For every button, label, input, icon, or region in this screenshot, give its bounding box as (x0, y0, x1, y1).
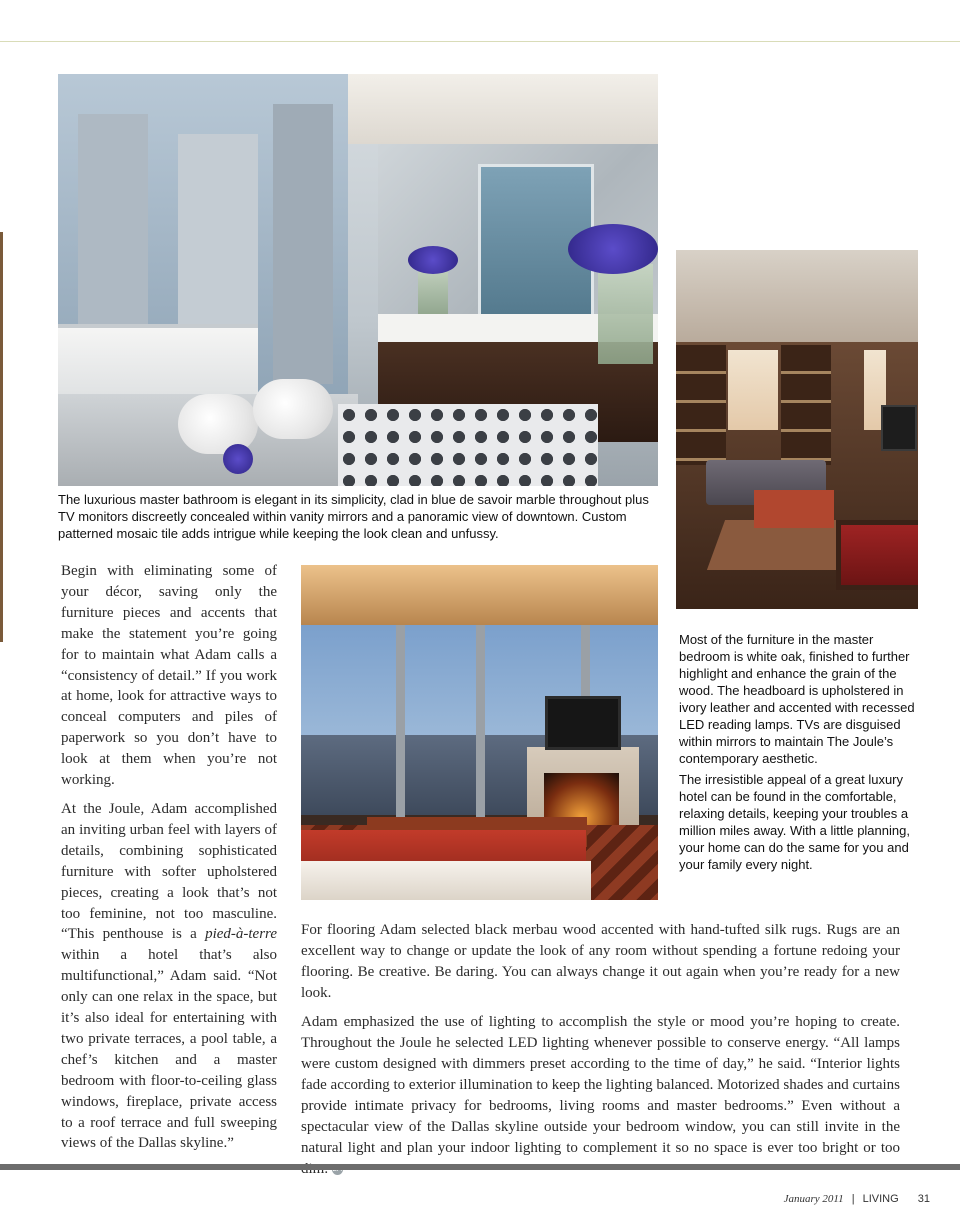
section-name: LIVING (862, 1193, 899, 1205)
master-bathroom-photo (58, 74, 658, 486)
body-paragraph: For flooring Adam selected black merbau wood accented with hand-tufted silk rugs. Rugs are an excellent way to change or update the look of any room without spending a fortune redoing your flooring. Be creative. Be daring. You can always change it out again when you’re ready for a new look. (301, 922, 900, 1001)
left-edge-bleed (0, 232, 3, 642)
master-bedroom-photo (301, 565, 658, 900)
bedroom-caption (679, 631, 919, 877)
body-paragraph: At the Joule, Adam accomplished an inviting urban feel with layers of details, combining sophisticated furniture with softer upholstered pieces, creating a look that’s not too feminine, not too masculine. “This penthouse is a pied-à-terre within a hotel that’s also multifunctional,” Adam said. “Not only can one relax in the space, but it’s also ideal for entertaining with two private terraces, a pool table, a chef’s kitchen and a master bedroom with floor-to-ceiling glass windows, fireplace, private access to a roof terrace and full sweeping views of the Dallas skyline.” (61, 800, 277, 1152)
emphasis-text: pied-à-terre (205, 926, 277, 943)
bottom-rule (0, 1164, 960, 1170)
bedroom-caption-paragraph-2: The irresistible appeal of a great luxury hotel can be found in the comfortable, relaxing details, keeping your troubles a million miles away. With a little planning, your home can do the same for you and your family every night. (679, 772, 910, 872)
left-column-body (61, 561, 277, 1162)
page-number: 31 (917, 1193, 930, 1205)
footer-separator: | (851, 1193, 855, 1205)
body-paragraph: Begin with eliminating some of your décor, saving only the furniture pieces and accents that make the statement you’re going for to maintain what Adam calls a “consistency of detail.” If you work at home, look for attractive ways to conceal computers and piles of paperwork so you don’t have to look at them when you’re not working. (61, 563, 277, 789)
bathroom-caption: The luxurious master bathroom is elegant in its simplicity, clad in blue de savoir marble throughout plus TV monitors discreetly concealed within vanity mirrors and a panoramic view of downtown. Custom patterned mosaic tile adds intrigue while keeping the look clean and unfussy. (58, 492, 649, 541)
issue-date: January 2011 (783, 1193, 844, 1205)
top-rule (0, 41, 960, 42)
living-room-photo (676, 250, 918, 609)
bottom-body (301, 920, 900, 1188)
page-footer (784, 1193, 930, 1205)
body-paragraph: Adam emphasized the use of lighting to accomplish the style or mood you’re hoping to create. Throughout the Joule he selected LED lighting whenever possible to conserve energy. “All lamps were custom designed with dimmers preset according to the time of day,” he said. “Interior lights fade according to exterior illumination to keep the lighting balanced. Motorized shades and curtains provide intimate privacy for bedrooms, living rooms and master bedrooms.” Even without a spectacular view of the Dallas skyline outside your bedroom window, you can still invite in the natural light and plan your indoor lighting to complement it so no space is ever too bright or too (301, 1012, 900, 1180)
bedroom-caption-paragraph-1: Most of the furniture in the master bedroom is white oak, finished to further highlight and enhance the grain of the wood. The headboard is upholstered in ivory leather and accented with recessed LED reading lamps. TVs are disguised within mirrors to maintain The Joule’s contemporary aesthetic. (679, 632, 915, 766)
